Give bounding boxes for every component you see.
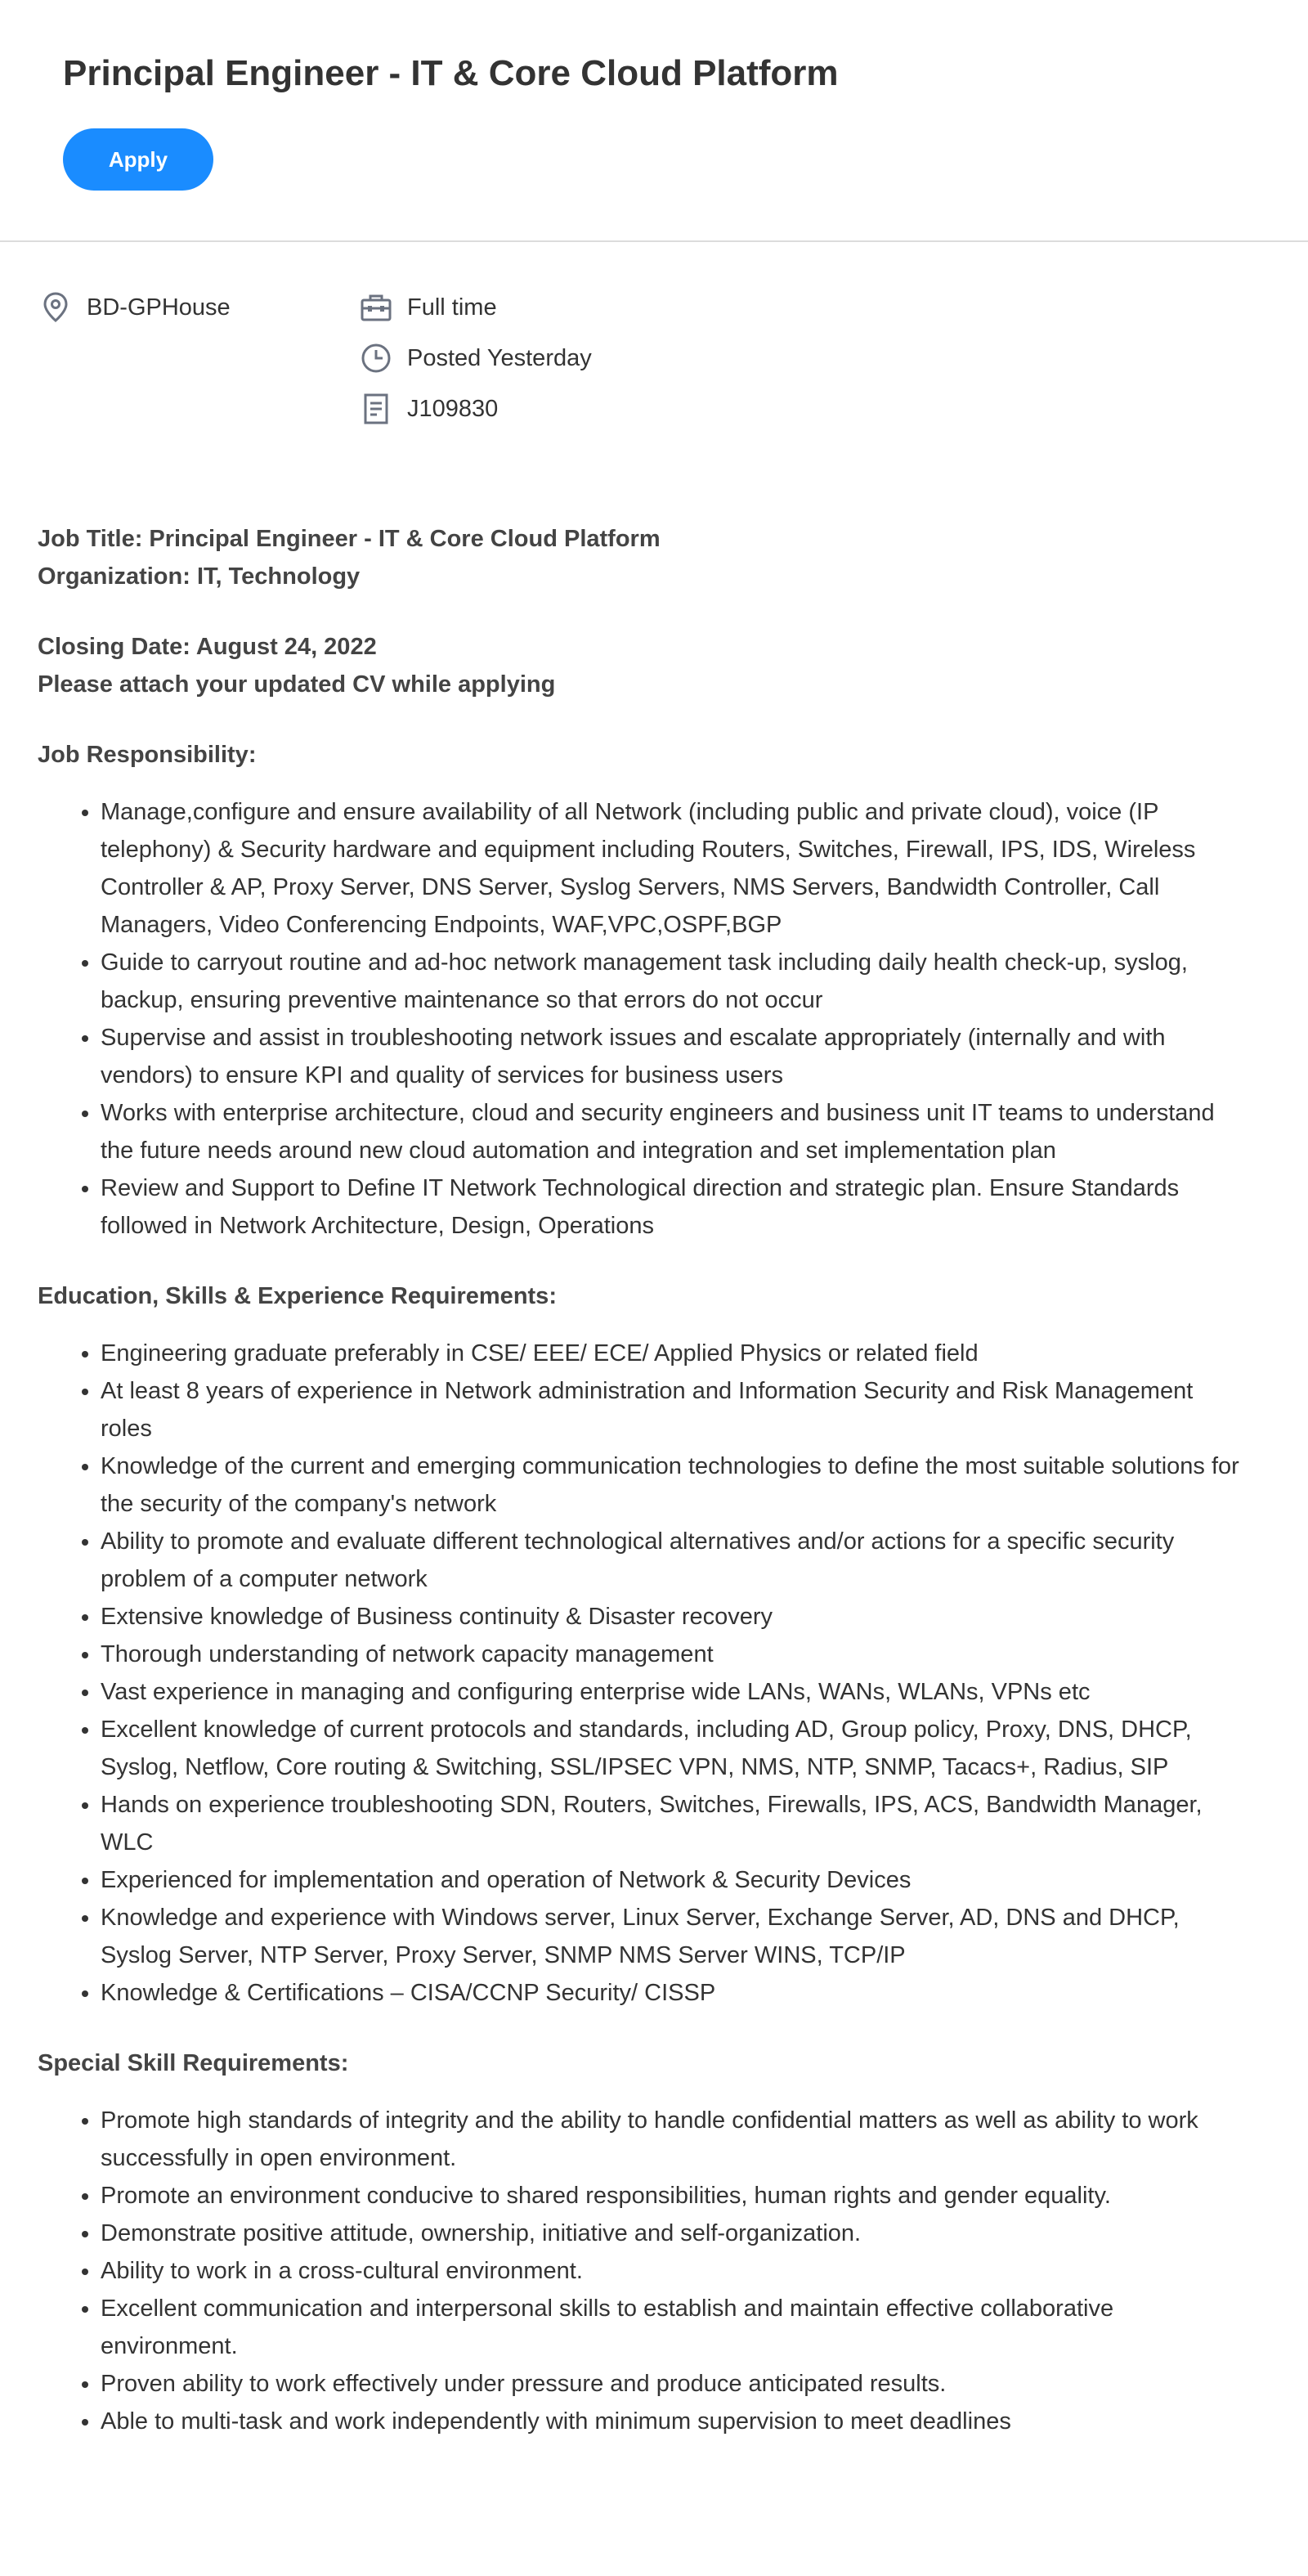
- responsibility-heading: Job Responsibility:: [38, 742, 257, 768]
- list-item: • Excellent communication and interpersonal skills to establish and maintain effective collaborative environment.: [101, 2290, 1251, 2365]
- list-item: • Experienced for implementation and operation of Network & Security Devices: [101, 1861, 1251, 1899]
- list-item: • Review and Support to Define IT Network Technological direction and strategic plan. Ensure Standards followed in Network Architecture, Design, Operations: [101, 1169, 1251, 1245]
- clock-icon: [358, 340, 394, 376]
- education-heading: Education, Skills & Experience Requirements:: [38, 1283, 557, 1309]
- document-icon: [358, 391, 394, 427]
- list-item: • Knowledge & Certifications – CISA/CCNP Security/ CISSP: [101, 1974, 1251, 2012]
- list-item: • Ability to promote and evaluate different technological alternatives and/or actions for a specific security problem of a computer network: [101, 1523, 1251, 1598]
- page-title: Principal Engineer - IT & Core Cloud Platform: [63, 53, 839, 93]
- location-pin-icon: [38, 289, 74, 325]
- special-skill-heading: Special Skill Requirements:: [38, 2050, 349, 2076]
- meta-location: [38, 289, 231, 325]
- list-item: • Supervise and assist in troubleshooting network issues and escalate appropriately (internally and with vendors) to ensure KPI and quality of services for business users: [101, 1019, 1251, 1094]
- list-item: • Engineering graduate preferably in CSE/ EEE/ ECE/ Applied Physics or related field: [101, 1335, 1251, 1372]
- education-list: [38, 1335, 1251, 2012]
- briefcase-icon: [358, 289, 394, 325]
- apply-button[interactable]: Apply: [63, 128, 213, 191]
- list-item: • Ability to work in a cross-cultural environment.: [101, 2252, 1251, 2290]
- list-item: • Manage,configure and ensure availability of all Network (including public and private cloud), voice (IP telephony) & Security hardware and equipment including Routers, Switches, Firewall, IPS, IDS, Wireless Controller & AP, Proxy Server, DNS Server, Syslog Servers, NMS Servers, Bandwidth Controller, Call Managers, Video Conferencing Endpoints, WAF,VPC,OSPF,BGP: [101, 793, 1251, 944]
- job-meta: [0, 242, 1308, 520]
- list-item: • At least 8 years of experience in Network administration and Information Security and Risk Management roles: [101, 1372, 1251, 1447]
- list-item: • Able to multi-task and work independently with minimum supervision to meet deadlines: [101, 2403, 1251, 2440]
- organization-line: Organization: IT, Technology: [38, 563, 361, 590]
- job-title-line: Job Title: Principal Engineer - IT & Core Cloud Platform: [38, 526, 661, 552]
- job-id-text: J109830: [407, 395, 499, 422]
- meta-job-id: [358, 391, 498, 427]
- location-text: BD-GPHouse: [87, 294, 231, 321]
- list-item: • Knowledge and experience with Windows server, Linux Server, Exchange Server, AD, DNS and DHCP, Syslog Server, NTP Server, Proxy Server, SNMP NMS Server WINS, TCP/IP: [101, 1899, 1251, 1974]
- special-skill-list: [38, 2102, 1251, 2440]
- list-item: • Thorough understanding of network capacity management: [101, 1636, 1251, 1673]
- time-type-text: Full time: [407, 294, 497, 321]
- posted-text: Posted Yesterday: [407, 344, 592, 371]
- list-item: • Knowledge of the current and emerging communication technologies to define the most suitable solutions for the security of the company's network: [101, 1447, 1251, 1523]
- list-item: • Hands on experience troubleshooting SDN, Routers, Switches, Firewalls, IPS, ACS, Bandwidth Manager, WLC: [101, 1786, 1251, 1861]
- attach-cv-line: Please attach your updated CV while applying: [38, 671, 556, 698]
- list-item: • Excellent knowledge of current protocols and standards, including AD, Group policy, Proxy, DNS, DHCP, Syslog, Netflow, Core routing & Switching, SSL/IPSEC VPN, NMS, NTP, SNMP, Tacacs+, Radius, SIP: [101, 1711, 1251, 1786]
- meta-posted: [358, 340, 592, 376]
- job-description: [0, 520, 1308, 2440]
- responsibility-list: [38, 793, 1251, 1245]
- list-item: • Promote high standards of integrity and the ability to handle confidential matters as well as ability to work successfully in open environment.: [101, 2102, 1251, 2177]
- meta-time-type: [358, 289, 497, 325]
- list-item: • Promote an environment conducive to shared responsibilities, human rights and gender equality.: [101, 2177, 1251, 2215]
- list-item: • Guide to carryout routine and ad-hoc network management task including daily health check-up, syslog, backup, ensuring preventive maintenance so that errors do not occur: [101, 944, 1251, 1019]
- job-header: [0, 0, 1308, 242]
- list-item: • Vast experience in managing and configuring enterprise wide LANs, WANs, WLANs, VPNs etc: [101, 1673, 1251, 1711]
- list-item: • Demonstrate positive attitude, ownership, initiative and self-organization.: [101, 2215, 1251, 2252]
- list-item: • Extensive knowledge of Business continuity & Disaster recovery: [101, 1598, 1251, 1636]
- list-item: • Works with enterprise architecture, cloud and security engineers and business unit IT teams to understand the future needs around new cloud automation and integration and set implementation plan: [101, 1094, 1251, 1169]
- closing-date-line: Closing Date: August 24, 2022: [38, 634, 377, 660]
- list-item: • Proven ability to work effectively under pressure and produce anticipated results.: [101, 2365, 1251, 2403]
